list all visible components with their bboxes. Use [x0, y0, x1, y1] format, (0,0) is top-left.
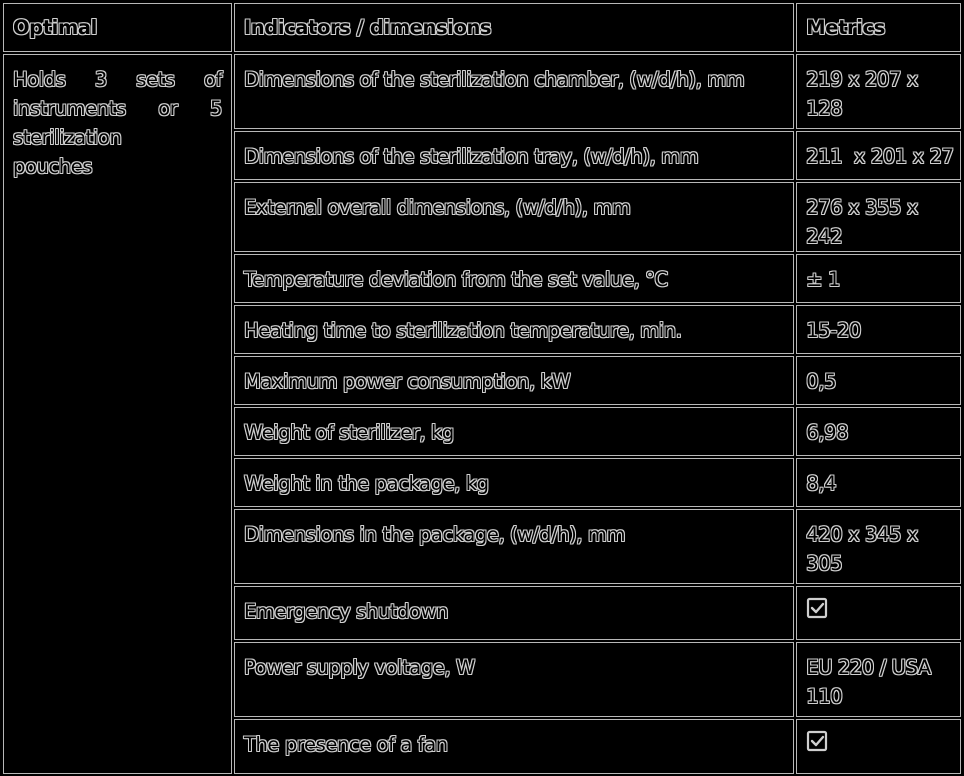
metric-value: 211 x 201 x 27 [796, 131, 961, 180]
header-optimal: Optimal [3, 3, 232, 52]
metric-value: EU 220 / USA 110 [796, 642, 961, 717]
optimal-line: Holds 3 sets of [13, 68, 222, 91]
indicator-label: Emergency shutdown [234, 586, 794, 640]
metric-value: 15-20 [796, 305, 961, 354]
metric-value: 8,4 [796, 458, 961, 507]
optimal-line: pouches [13, 155, 93, 178]
metric-value: 276 x 355 x 242 [796, 182, 961, 252]
indicator-label: Dimensions of the sterilization tray, (w/d/h), mm [234, 131, 794, 180]
header-indicators: Indicators / dimensions [234, 3, 794, 52]
metric-value: 420 x 345 x 305 [796, 509, 961, 584]
metric-check [796, 719, 961, 774]
table-header-row [3, 3, 961, 52]
checkbox-checked-icon [806, 730, 828, 752]
indicator-label: Weight of sterilizer, kg [234, 407, 794, 456]
header-metrics: Metrics [796, 3, 961, 52]
checkbox-checked-icon [806, 597, 828, 619]
optimal-description [3, 54, 232, 774]
indicator-label: The presence of a fan [234, 719, 794, 774]
indicator-label: Heating time to sterilization temperature, min. [234, 305, 794, 354]
indicator-label: External overall dimensions, (w/d/h), mm [234, 182, 794, 252]
optimal-line: instruments or 5 [13, 97, 222, 120]
table-row [3, 54, 961, 129]
indicator-label: Dimensions in the package, (w/d/h), mm [234, 509, 794, 584]
indicator-label: Maximum power consumption, kW [234, 356, 794, 405]
indicator-label: Power supply voltage, W [234, 642, 794, 717]
metric-value: 219 x 207 x 128 [796, 54, 961, 129]
optimal-line: sterilization [13, 126, 122, 149]
specifications-table [1, 1, 963, 776]
metric-value: 0,5 [796, 356, 961, 405]
metric-value: ± 1 [796, 254, 961, 303]
metric-value: 6,98 [796, 407, 961, 456]
metric-check [796, 586, 961, 640]
indicator-label: Weight in the package, kg [234, 458, 794, 507]
indicator-label: Dimensions of the sterilization chamber, (w/d/h), mm [234, 54, 794, 129]
indicator-label: Temperature deviation from the set value, °C [234, 254, 794, 303]
